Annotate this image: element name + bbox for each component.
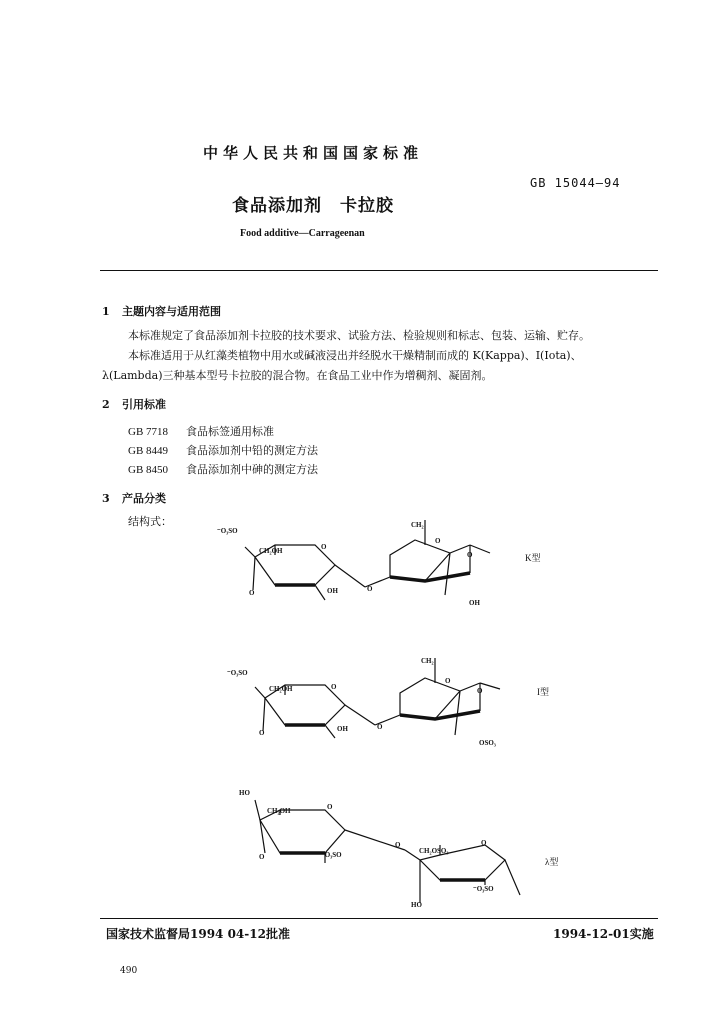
footer-divider xyxy=(100,918,658,919)
section-number: 1 xyxy=(102,305,110,318)
structure-label: OH xyxy=(327,587,338,595)
structure-label: CH₂ xyxy=(411,521,424,529)
section-number: 3 xyxy=(102,492,110,505)
structure-label: ⁻O₃SO xyxy=(227,669,248,677)
structure-formula-label: 结构式： xyxy=(128,515,172,528)
structure-label: O xyxy=(367,585,373,593)
structure-type-label: I型 xyxy=(537,687,549,697)
page-number: 490 xyxy=(120,966,138,976)
structure-label: CH₂ xyxy=(421,657,434,665)
structure-label: ⁻O₃SO xyxy=(473,885,494,893)
national-standard-heading: 中华人民共和国国家标准 xyxy=(203,144,424,162)
structure-label: O xyxy=(467,551,473,559)
document-title: 食品添加剂 卡拉胶 xyxy=(232,196,394,216)
section-1-paragraph: 本标准适用于从红藻类植物中用水或碱液浸出并经脱水干燥精制而成的 K(Kappa)、I(Iota)、 xyxy=(128,349,582,362)
structure-label: OH xyxy=(337,725,348,733)
section-1-paragraph: 本标准规定了食品添加剂卡拉胶的技术要求、试验方法、检验规则和标志、包装、运输、贮存。 xyxy=(128,329,590,342)
lambda-structure-diagram xyxy=(235,785,585,910)
reference-item xyxy=(128,442,318,458)
document-title-english: Food additive—Carrageenan xyxy=(240,228,365,239)
structure-type-label: K型 xyxy=(525,553,541,563)
iota-structure-diagram xyxy=(225,653,585,753)
structure-type-label: λ型 xyxy=(545,857,559,867)
structure-label: O xyxy=(259,729,265,737)
structure-label: O xyxy=(331,683,337,691)
reference-item xyxy=(128,423,274,439)
structure-label: ⁻O₃SO xyxy=(217,527,238,535)
section-number: 2 xyxy=(102,398,110,411)
structure-label: HO xyxy=(411,901,422,909)
structure-label: O xyxy=(249,589,255,597)
reference-code: GB 8450 xyxy=(128,464,169,476)
structure-label: O xyxy=(445,677,451,685)
section-1-paragraph: λ(Lambda)三种基本型号卡拉胶的混合物。在食品工业中作为增稠剂、凝固剂。 xyxy=(102,369,493,382)
section-1-heading xyxy=(102,303,221,319)
reference-title: 食品添加剂中铅的测定方法 xyxy=(186,444,318,457)
section-3-heading xyxy=(102,490,166,506)
effective-date: 1994-12-01实施 xyxy=(553,927,654,941)
structure-label: O xyxy=(395,841,401,849)
reference-code: GB 7718 xyxy=(128,426,169,438)
reference-title: 食品标签通用标准 xyxy=(186,425,274,438)
reference-code: GB 8449 xyxy=(128,445,169,457)
structure-label: O xyxy=(327,803,333,811)
standard-code: GB 15044—94 xyxy=(530,176,621,190)
header-divider xyxy=(100,270,658,271)
structure-label: CH₂OH xyxy=(269,685,293,693)
structure-label: OH xyxy=(469,599,480,607)
structure-label: ⁻O₃SO xyxy=(321,851,342,859)
section-2-heading xyxy=(102,396,166,412)
approval-date: 国家技术监督局1994 04-12批准 xyxy=(106,927,290,941)
section-title: 主题内容与适用范围 xyxy=(122,305,221,318)
section-title: 引用标准 xyxy=(122,398,166,411)
reference-item xyxy=(128,461,318,477)
structure-label: CH₂OSO₃ xyxy=(419,847,449,855)
section-title: 产品分类 xyxy=(122,492,166,505)
structure-label: O xyxy=(477,687,483,695)
structure-label: O xyxy=(435,537,441,545)
structure-label: O xyxy=(259,853,265,861)
structure-label: HO xyxy=(239,789,250,797)
kappa-structure-diagram xyxy=(215,515,585,615)
structure-label: O xyxy=(481,839,487,847)
structure-label: CH₂OH xyxy=(259,547,283,555)
structure-label: CH₂OH xyxy=(267,807,291,815)
structure-label: OSO₃ xyxy=(479,739,496,747)
reference-title: 食品添加剂中砷的测定方法 xyxy=(186,463,318,476)
structure-label: O xyxy=(377,723,383,731)
structure-label: O xyxy=(321,543,327,551)
